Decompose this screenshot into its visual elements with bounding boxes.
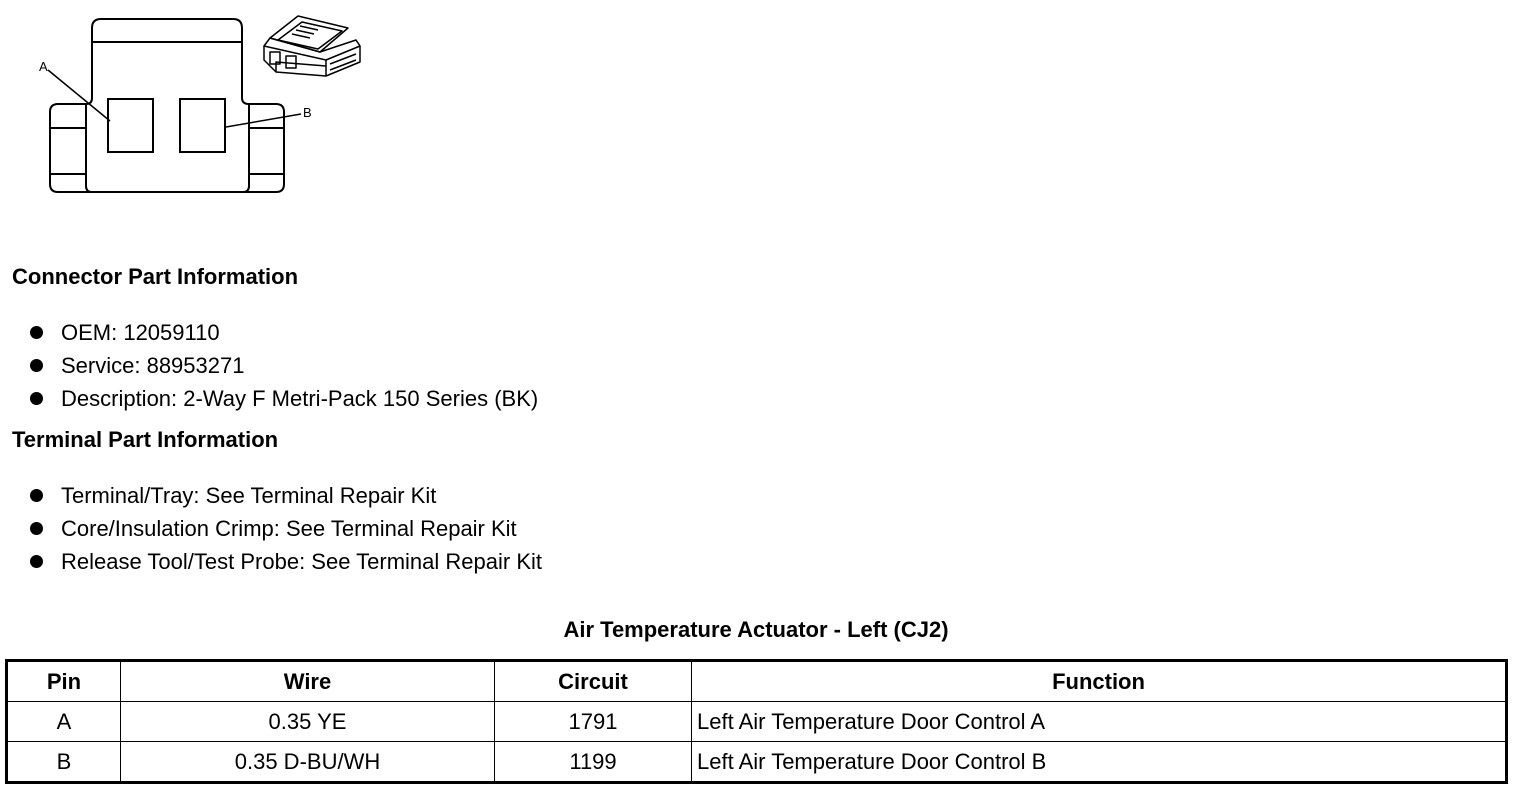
table-row <box>7 702 1507 742</box>
cell-wire: 0.35 D-BU/WH <box>121 742 495 783</box>
cell-pin: A <box>7 702 121 742</box>
table-header-row <box>7 661 1507 702</box>
cell-pin: B <box>7 742 121 783</box>
column-header-wire: Wire <box>121 661 495 702</box>
callout-label-a: A <box>39 59 48 74</box>
terminal-cavity-a <box>108 99 153 152</box>
connector-part-info-heading: Connector Part Information <box>12 264 299 289</box>
bullet-icon <box>30 392 43 405</box>
pin-table-title: Air Temperature Actuator - Left (CJ2) <box>563 617 949 642</box>
terminal-part-info-heading: Terminal Part Information <box>12 427 279 452</box>
terminal-tray: Terminal/Tray: See Terminal Repair Kit <box>61 483 437 508</box>
terminal-release-tool: Release Tool/Test Probe: See Terminal Repair Kit <box>61 549 542 574</box>
callout-leader-a <box>48 70 110 121</box>
column-header-pin: Pin <box>7 661 121 702</box>
connector-oem: OEM: 12059110 <box>61 320 220 345</box>
terminal-crimp: Core/Insulation Crimp: See Terminal Repair Kit <box>61 516 517 541</box>
cell-circuit: 1199 <box>495 742 692 783</box>
column-header-circuit: Circuit <box>495 661 692 702</box>
pin-table <box>5 659 1508 784</box>
bullet-icon <box>30 326 43 339</box>
callout-label-b: B <box>303 105 312 120</box>
cell-circuit: 1791 <box>495 702 692 742</box>
cell-wire: 0.35 YE <box>121 702 495 742</box>
connector-isometric-icon <box>264 16 360 76</box>
bullet-icon <box>30 522 43 535</box>
table-row <box>7 742 1507 783</box>
terminal-cavity-b <box>180 99 225 152</box>
connector-face-outline <box>50 19 284 192</box>
connector-description: Description: 2-Way F Metri-Pack 150 Series (BK) <box>61 386 539 411</box>
connector-face-diagram <box>0 0 400 210</box>
bullet-icon <box>30 359 43 372</box>
cell-function: Left Air Temperature Door Control A <box>692 702 1507 742</box>
bullet-icon <box>30 489 43 502</box>
bullet-icon <box>30 555 43 568</box>
callout-leader-b <box>226 114 301 127</box>
column-header-function: Function <box>692 661 1507 702</box>
cell-function: Left Air Temperature Door Control B <box>692 742 1507 783</box>
connector-service: Service: 88953271 <box>61 353 245 378</box>
